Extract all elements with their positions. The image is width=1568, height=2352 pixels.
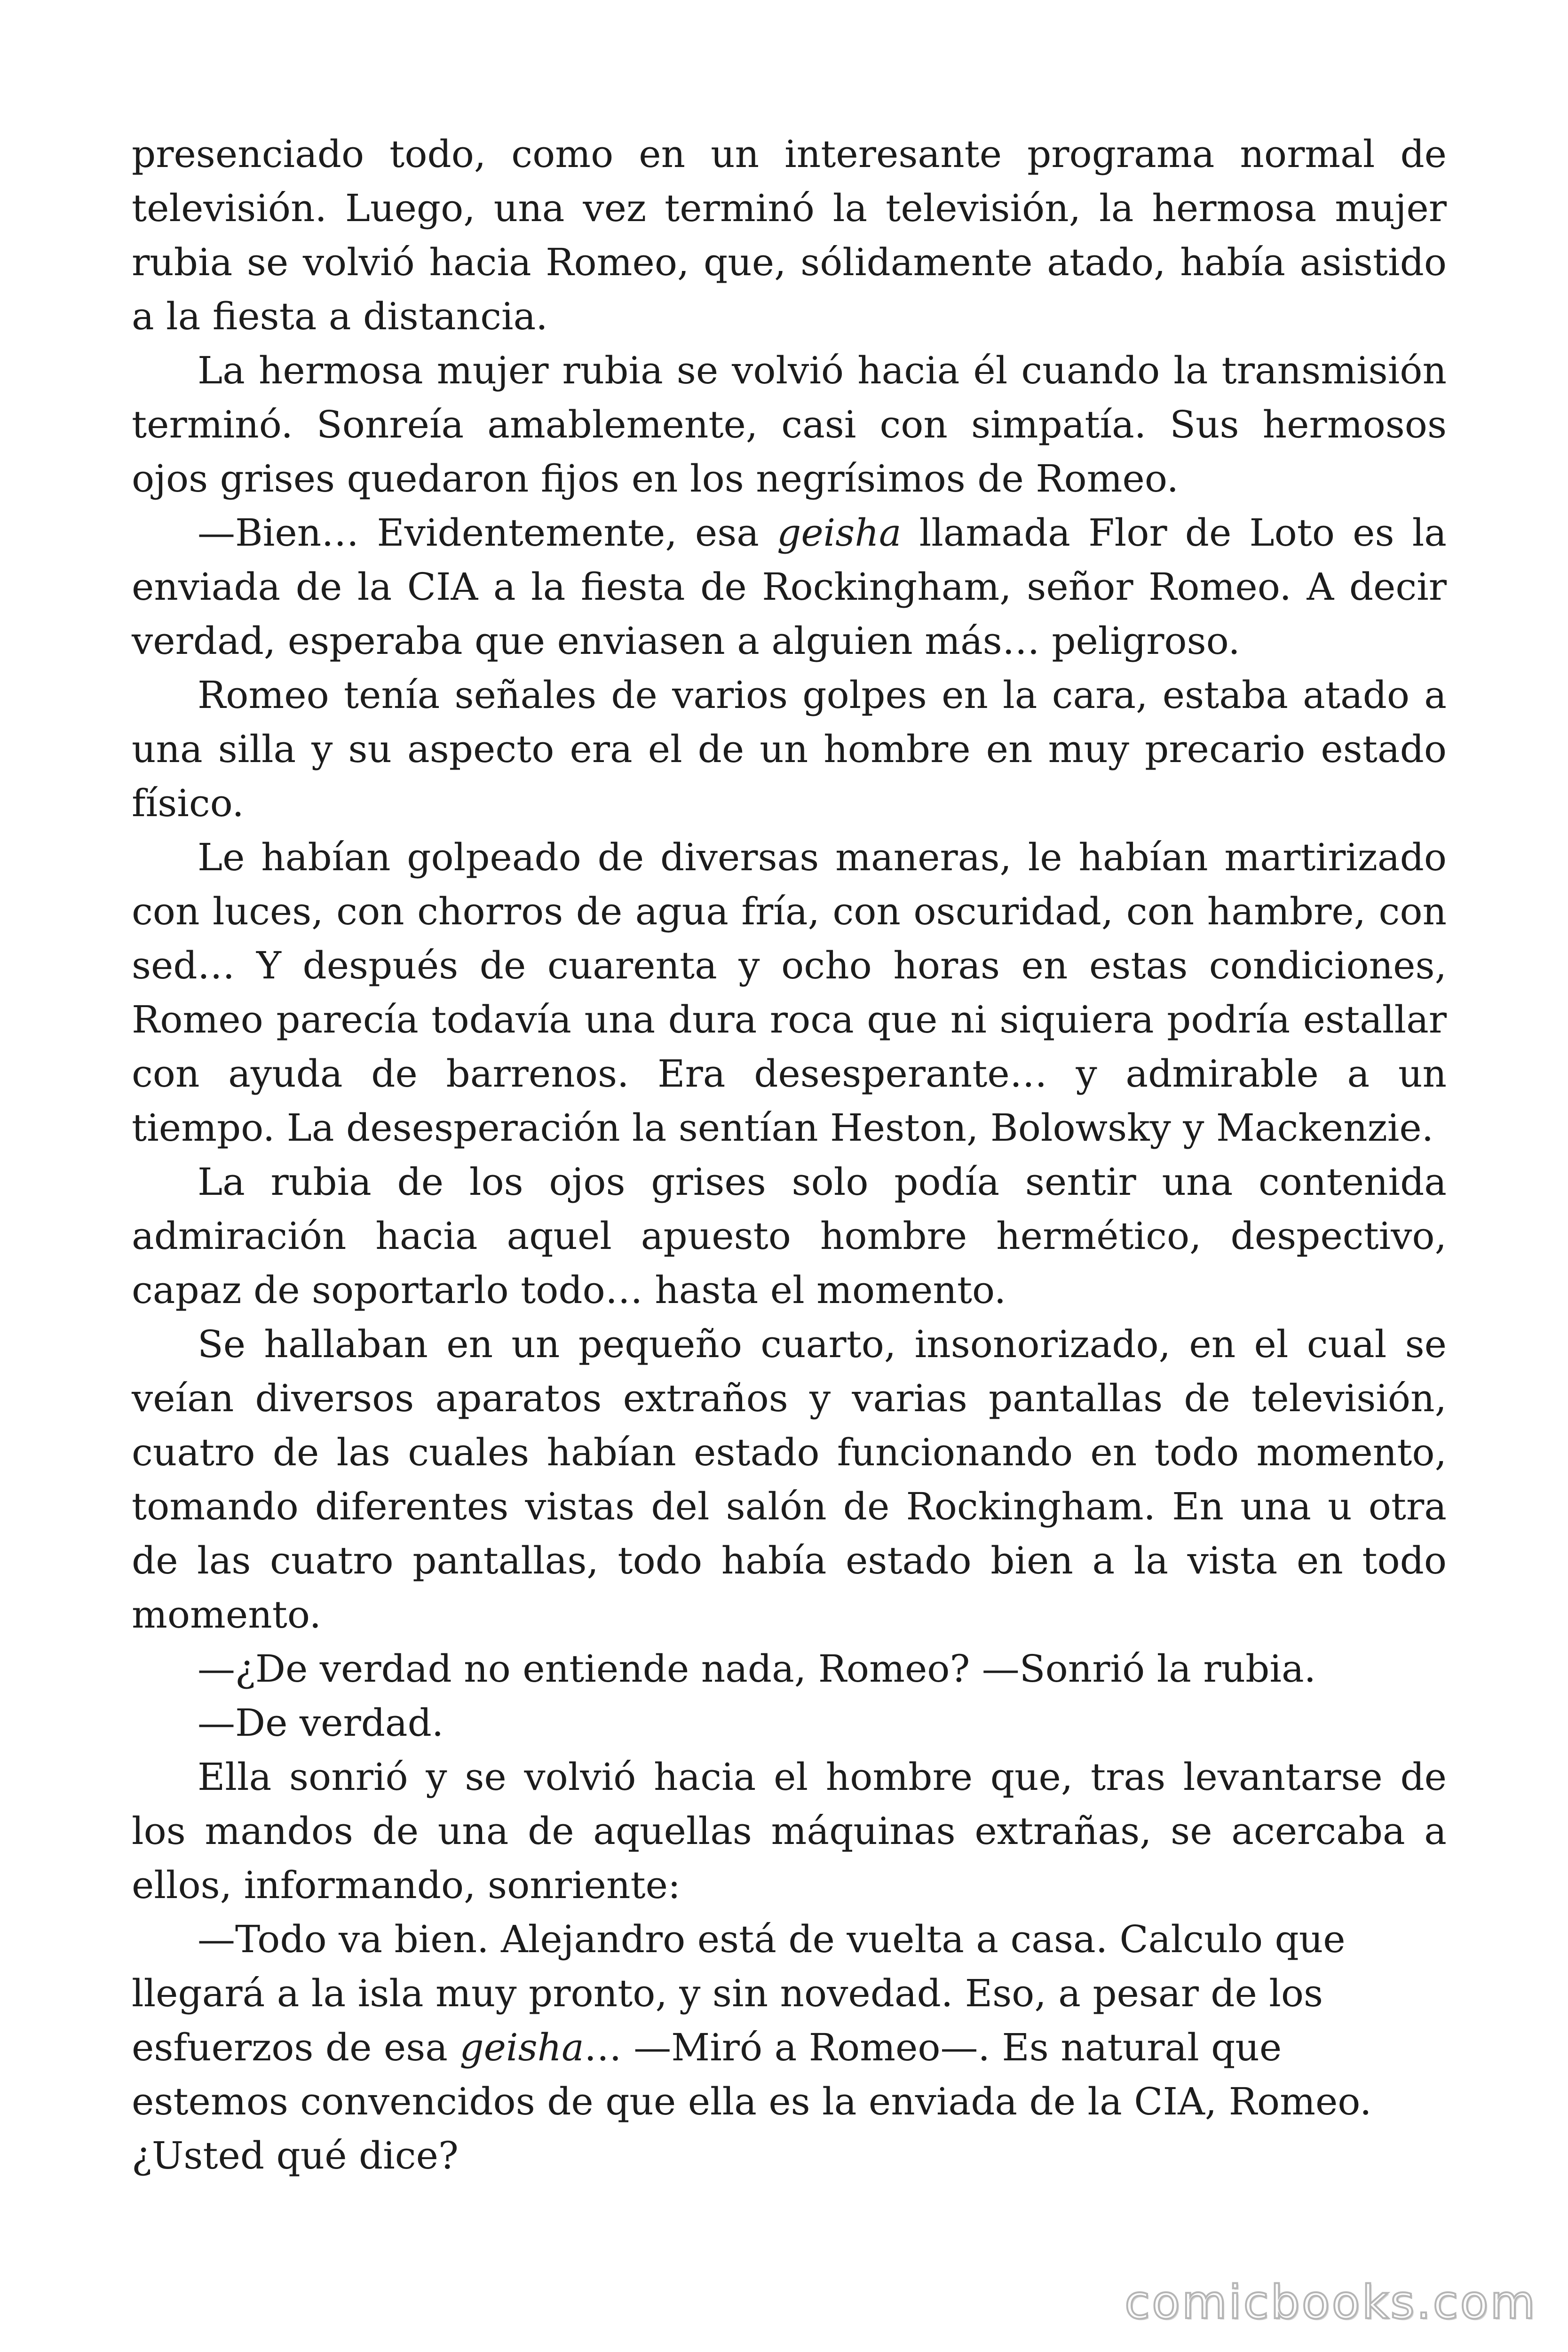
text-run: Se hallaban en un pequeño cuarto, insonorizado, en el cual se veían diversos aparatos extraños y varias pantallas de televisión, cuatro de las cuales habían estado funcionando en todo momento, tomando diferentes vistas del salón de Rockingham. En una u otra de las cuatro pantallas, todo había estado bien a la vista en todo momento. [132,1322,1447,1637]
text-run: Ella sonrió y se volvió hacia el hombre que, tras levantarse de los mandos de una de aquellas máquinas extrañas, se acercaba a ellos, informando, sonriente: [132,1755,1447,1907]
paragraph [132,1642,1447,1696]
watermark: comicbooks.com [1125,2276,1537,2329]
text-run: … —Miró a Romeo—. Es natural que estemos convencidos de que ella es la enviada de la CIA, Romeo. ¿Usted qué dice? [132,2026,1372,2177]
text-run: presenciado todo, como en un interesante programa normal de televisión. Luego, una vez terminó la televisión, la hermosa mujer rubia se volvió hacia Romeo, que, sólidamente atado, había asistido a la fiesta a distancia. [132,132,1447,338]
text-run: Romeo tenía señales de varios golpes en la cara, estaba atado a una silla y su aspecto era el de un hombre en muy precario estado físico. [132,673,1447,825]
paragraph [132,343,1447,506]
paragraph [132,668,1447,830]
paragraph [132,830,1447,1155]
text-run: —Todo va bien. Alejandro está de vuelta a casa. Calculo que llegará a la isla muy pronto, y sin novedad. Eso, a pesar de los esfuerzos de esa [132,1917,1346,2069]
paragraph [132,1155,1447,1317]
italic-text: geisha [777,511,902,555]
text-run: Le habían golpeado de diversas maneras, le habían martirizado con luces, con chorros de agua fría, con oscuridad, con hambre, con sed… Y después de cuarenta y ocho horas en estas condiciones, Romeo parecía todavía una dura roca que ni siquiera podría estallar con ayuda de barrenos. Era desesperante… y admirable a un tiempo. La desesperación la sentían Heston, Bolowsky y Mackenzie. [132,835,1447,1150]
text-run: —Bien… Evidentemente, esa [198,511,777,555]
text-run: La rubia de los ojos grises solo podía sentir una contenida admiración hacia aquel apuesto hombre hermético, despectivo, capaz de soportarlo todo… hasta el momento. [132,1160,1447,1312]
paragraph [132,127,1447,343]
book-page-text [132,127,1447,2183]
text-run: llamada Flor de Loto es la enviada de la CIA a la fiesta de Rockingham, señor Romeo. A decir verdad, esperaba que enviasen a alguien más… peligroso. [132,511,1447,663]
paragraph [132,1912,1447,2183]
paragraph [132,1696,1447,1750]
text-run: La hermosa mujer rubia se volvió hacia él cuando la transmisión terminó. Sonreía amablemente, casi con simpatía. Sus hermosos ojos grises quedaron fijos en los negrísimos de Romeo. [132,349,1447,501]
paragraph [132,506,1447,668]
paragraph [132,1750,1447,1912]
paragraph [132,1317,1447,1642]
italic-text: geisha [459,2026,584,2069]
text-run: —¿De verdad no entiende nada, Romeo? —Sonrió la rubia. [198,1647,1316,1691]
text-run: —De verdad. [198,1701,444,1745]
